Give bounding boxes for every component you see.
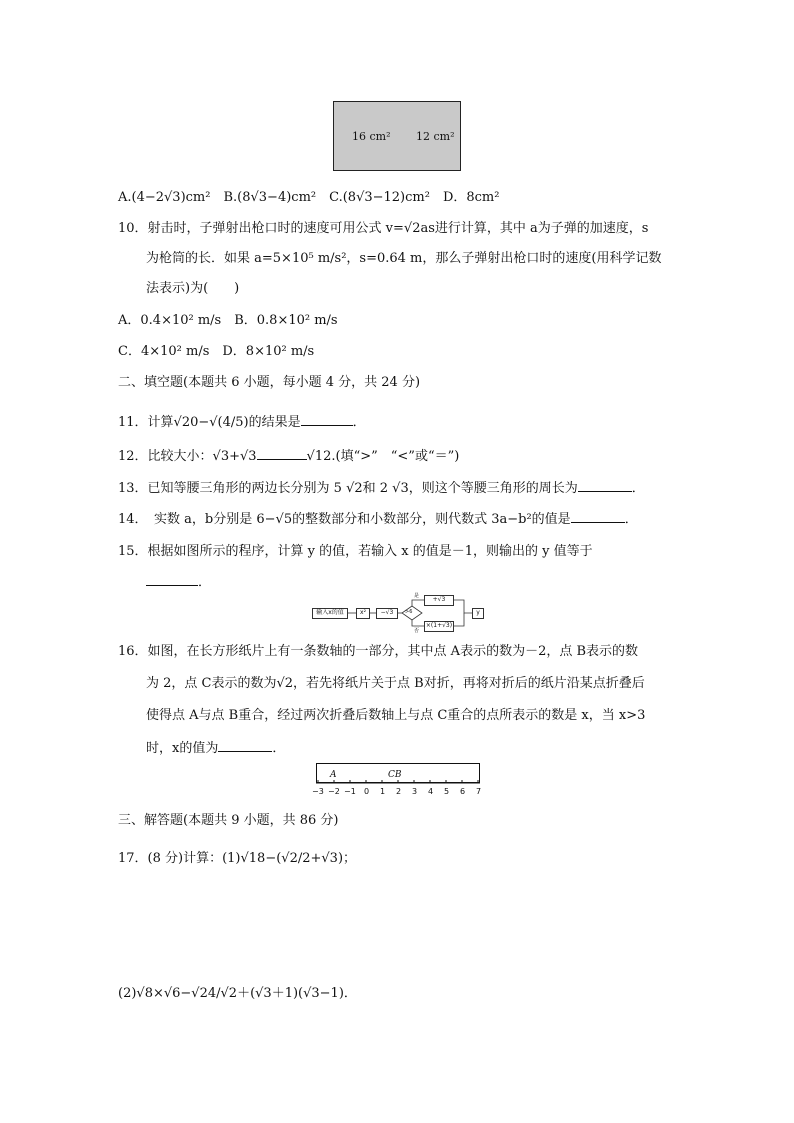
tick-label: 4 [428,787,434,796]
q12-suffix: √12.(填“>” “<”或“＝”) [306,449,460,464]
q10-options-cd: C．4×10² m/s D．8×10² m/s [118,344,315,359]
q13-suffix: ． [631,481,645,496]
tick-label: 5 [444,787,450,796]
q13-blank [578,479,632,492]
q13 [118,479,645,498]
q16-text: 时，x的值为 [146,741,219,756]
q12-blank [257,447,307,460]
q12 [118,447,459,466]
q16-line3: 使得点 A与点 B重合，经过两次折叠后数轴上与点 C重合的点所表示的数是 x，当 x>3 [146,708,646,723]
tick-label: 2 [396,787,402,796]
number-line-axis [312,763,484,803]
q15-blank [146,573,198,586]
flow-output-box: y [472,608,484,619]
tick-label: 1 [380,787,386,796]
q12-text: 12．比较大小：√3+√3 [118,449,257,464]
section3-title: 三、解答题(本题共 9 小题，共 86 分) [118,813,339,828]
flow-condition: >6 [405,609,413,615]
q14-suffix: ． [624,512,638,527]
q10-options-ab: A．0.4×10² m/s B．0.8×10² m/s [118,313,338,328]
program-flowchart [312,592,488,634]
q13-text: 13．已知等腰三角形的两边长分别为 5 √2和 2 √3，则这个等腰三角形的周长为 [118,481,578,496]
flow-yes-label: 是 [414,593,420,599]
right-rect-label: 12 cm² [416,130,455,143]
tick-label: −3 [312,787,324,796]
section2-title: 二、填空题(本题共 6 小题，每小题 4 分，共 24 分) [118,375,421,390]
tick-label: 7 [476,787,482,796]
flow-times-box: ×(1+√3) [424,621,454,632]
q11-blank [301,413,353,426]
tick-label: 0 [364,787,370,796]
q16-suffix: ． [272,741,286,756]
flow-plus-box: +√3 [424,595,454,606]
q9-options: A.(4−2√3)cm² B.(8√3−4)cm² C.(8√3−12)cm² D．8cm² [118,190,500,205]
q11-suffix: ． [352,415,366,430]
q10-line3: 法表示)为( ) [146,281,240,296]
q14-blank [571,510,625,523]
q17-part1: 17．(8 分)计算：(1)√18−(√2/2+√3)； [118,851,357,866]
q16-blank [218,739,272,752]
q15-line1: 15．根据如图所示的程序，计算 y 的值，若输入 x 的值是－1，则输出的 y 值等于 [118,544,593,559]
flow-minus-box: −√3 [376,608,398,619]
tick-label: −1 [344,787,356,796]
q15-line2 [146,573,211,592]
area-figure [333,101,461,171]
point-a-label: A [330,770,337,780]
q10-line2: 为枪筒的长．如果 a=5×10⁵ m/s²，s=0.64 m，那么子弹射出枪口时的速度(用科学记数 [146,251,662,266]
tick-label: −2 [328,787,340,796]
flow-no-label: 否 [414,628,420,634]
q11 [118,413,366,432]
q10-line1: 10．射击时，子弹射出枪口时的速度可用公式 v=√2as进行计算，其中 a为子弹的加速度，s [118,221,649,236]
flow-input-box: 输入x的值 [312,608,348,619]
q17-part2: (2)√8×√6−√24/√2＋(√3＋1)(√3−1)． [118,986,357,1001]
q15-suffix: ． [198,575,212,590]
point-cb-label: CB [388,770,402,780]
q14-text: 14． 实数 a，b分别是 6−√5的整数部分和小数部分，则代数式 3a−b²的值是 [118,512,571,527]
tick-label: 3 [412,787,418,796]
q14 [118,510,638,529]
q16-line2: 为 2，点 C表示的数为√2，若先将纸片关于点 B对折，再将对折后的纸片沿某点折叠后 [146,676,645,691]
flow-square-box: x² [356,608,370,619]
left-square-label: 16 cm² [352,130,391,143]
tick-label: 6 [460,787,466,796]
q11-text: 11．计算√20−√(4/5)的结果是 [118,415,301,430]
q16-line1: 16．如图，在长方形纸片上有一条数轴的一部分，其中点 A表示的数为－2，点 B表示的数 [118,644,639,659]
number-line-figure [312,763,484,803]
q16-line4 [146,739,285,758]
